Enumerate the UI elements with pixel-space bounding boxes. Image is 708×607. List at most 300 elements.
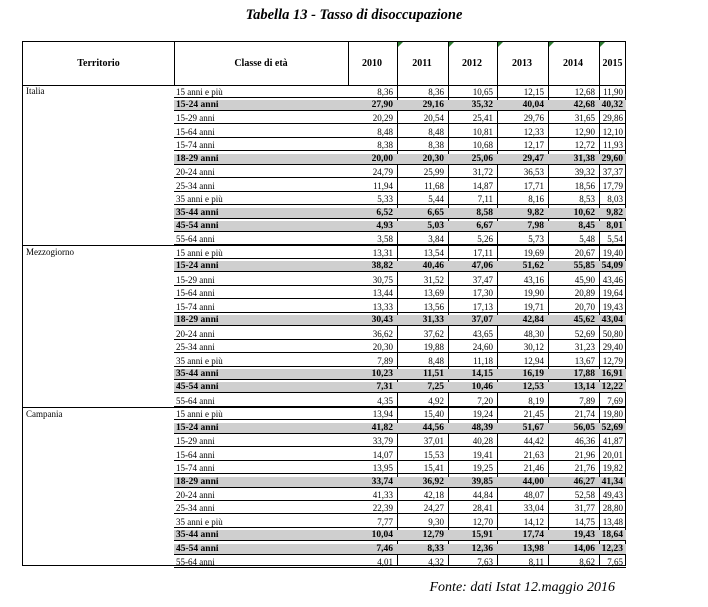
value-cell: 30,75 <box>372 274 393 285</box>
classe-eta-cell: 18-29 anni <box>176 153 219 164</box>
value-cell: 42,84 <box>522 315 544 326</box>
header-territorio: Territorio <box>77 58 120 69</box>
table-row <box>174 463 626 474</box>
value-cell: 8,36 <box>377 86 393 97</box>
table-row <box>174 450 626 461</box>
value-cell: 9,30 <box>428 516 444 527</box>
value-cell: 14,15 <box>471 368 493 379</box>
value-cell: 8,16 <box>528 194 544 205</box>
value-cell: 10,04 <box>371 530 393 541</box>
value-cell: 14,06 <box>573 543 595 554</box>
value-cell: 10,62 <box>573 207 595 218</box>
table-row <box>174 517 626 528</box>
table-row <box>174 436 626 447</box>
classe-eta-cell: 15-29 anni <box>176 436 215 447</box>
value-cell: 12,10 <box>602 126 623 137</box>
classe-eta-cell: 18-29 anni <box>176 315 219 326</box>
table-row <box>174 221 626 232</box>
value-cell: 29,76 <box>523 113 544 124</box>
value-cell: 20,54 <box>423 113 444 124</box>
value-cell: 41,33 <box>372 490 393 500</box>
value-cell: 5,73 <box>528 234 544 245</box>
value-cell: 25,06 <box>471 153 493 164</box>
value-cell: 5,26 <box>477 234 493 245</box>
value-cell: 22,39 <box>372 503 393 514</box>
value-cell: 11,94 <box>373 180 393 191</box>
classe-eta-cell: 25-34 anni <box>176 503 215 514</box>
value-cell: 40,32 <box>601 99 623 110</box>
classe-eta-cell: 15 anni e più <box>176 409 223 420</box>
value-cell: 10,23 <box>371 368 393 379</box>
value-cell: 44,00 <box>522 476 544 487</box>
value-cell: 8,38 <box>428 140 444 151</box>
value-cell: 10,68 <box>472 140 493 151</box>
value-cell: 39,85 <box>471 476 493 487</box>
value-cell: 31,33 <box>422 315 444 326</box>
value-cell: 7,77 <box>377 516 393 527</box>
value-cell: 8,62 <box>579 557 595 568</box>
table-row <box>174 369 626 380</box>
value-cell: 8,53 <box>579 194 595 205</box>
column-divider <box>174 42 175 85</box>
value-cell: 46,36 <box>574 436 595 447</box>
value-cell: 7,31 <box>376 382 393 393</box>
value-cell: 11,18 <box>473 355 493 366</box>
value-cell: 19,71 <box>523 301 544 312</box>
value-cell: 48,39 <box>471 422 493 433</box>
value-cell: 3,58 <box>377 234 393 245</box>
value-cell: 6,52 <box>376 207 393 218</box>
value-cell: 12,15 <box>523 86 544 97</box>
value-cell: 21,96 <box>574 449 595 460</box>
table-row <box>174 127 626 138</box>
classe-eta-cell: 15-24 anni <box>176 261 219 272</box>
classe-eta-cell: 15-74 anni <box>176 463 215 474</box>
value-cell: 9,82 <box>527 207 544 218</box>
value-cell: 19,80 <box>602 409 623 420</box>
value-cell: 51,67 <box>522 422 544 433</box>
value-cell: 9,82 <box>606 207 623 218</box>
table-row <box>174 288 626 299</box>
table-row <box>174 100 626 111</box>
value-cell: 7,11 <box>477 194 493 205</box>
value-cell: 13,33 <box>372 301 393 312</box>
value-cell: 8,36 <box>428 86 444 97</box>
value-cell: 8,38 <box>377 140 393 151</box>
value-cell: 24,60 <box>472 342 493 353</box>
value-cell: 52,58 <box>574 490 595 500</box>
value-cell: 11,68 <box>424 180 444 191</box>
value-cell: 21,74 <box>574 409 595 420</box>
classe-eta-cell: 18-29 anni <box>176 476 219 487</box>
comment-marker-icon <box>600 42 605 47</box>
header-year-2015: 2015 <box>602 58 623 69</box>
value-cell: 3,84 <box>428 234 444 245</box>
classe-eta-cell: 25-34 anni <box>176 180 215 191</box>
classe-eta-cell: 45-54 anni <box>176 382 219 393</box>
value-cell: 12,36 <box>471 543 493 554</box>
value-cell: 30,12 <box>523 342 544 353</box>
value-cell: 20,29 <box>372 113 393 124</box>
table-row <box>174 477 626 488</box>
value-cell: 13,31 <box>372 247 393 258</box>
value-cell: 37,37 <box>602 167 623 178</box>
value-cell: 45,90 <box>574 274 595 285</box>
value-cell: 40,46 <box>422 261 444 272</box>
value-cell: 41,34 <box>601 476 623 487</box>
group-separator <box>23 407 625 408</box>
value-cell: 20,00 <box>371 153 393 164</box>
classe-eta-cell: 15-24 anni <box>176 422 219 433</box>
value-cell: 42,68 <box>573 99 595 110</box>
table-row <box>174 181 626 192</box>
table-row <box>174 140 626 151</box>
value-cell: 15,40 <box>423 409 444 420</box>
value-cell: 7,46 <box>376 543 393 554</box>
table-row <box>174 544 626 555</box>
value-cell: 5,33 <box>377 194 393 205</box>
table-row <box>174 302 626 313</box>
value-cell: 31,72 <box>472 167 493 178</box>
table-row <box>174 382 626 393</box>
value-cell: 4,01 <box>377 557 393 568</box>
value-cell: 14,12 <box>523 516 544 527</box>
value-cell: 19,90 <box>523 288 544 299</box>
classe-eta-cell: 55-64 anni <box>176 234 215 245</box>
header-classe-eta: Classe di età <box>234 58 288 69</box>
classe-eta-cell: 15-74 anni <box>176 140 215 151</box>
value-cell: 40,28 <box>472 436 493 447</box>
value-cell: 44,84 <box>472 490 493 500</box>
value-cell: 14,75 <box>574 516 595 527</box>
table-row <box>174 234 626 245</box>
header-year-2013: 2013 <box>512 58 532 69</box>
classe-eta-cell: 15-64 anni <box>176 288 215 299</box>
value-cell: 19,88 <box>423 342 444 353</box>
table-row <box>174 154 626 165</box>
value-cell: 39,32 <box>574 167 595 178</box>
value-cell: 20,30 <box>372 342 393 353</box>
value-cell: 8,11 <box>528 557 544 568</box>
classe-eta-cell: 35-44 anni <box>176 530 219 541</box>
value-cell: 33,74 <box>371 476 393 487</box>
value-cell: 29,86 <box>602 113 623 124</box>
value-cell: 18,56 <box>574 180 595 191</box>
table-row <box>174 490 626 501</box>
value-cell: 15,91 <box>471 530 493 541</box>
table-title: Tabella 13 - Tasso di disoccupazione <box>245 7 463 23</box>
classe-eta-cell: 15 anni e più <box>176 86 223 97</box>
value-cell: 19,64 <box>602 288 623 299</box>
value-cell: 8,48 <box>428 355 444 366</box>
value-cell: 8,48 <box>377 126 393 137</box>
value-cell: 43,04 <box>601 315 623 326</box>
value-cell: 5,54 <box>607 234 623 245</box>
value-cell: 8,03 <box>607 194 623 205</box>
value-cell: 40,04 <box>522 99 544 110</box>
value-cell: 25,41 <box>472 113 493 124</box>
value-cell: 36,53 <box>523 167 544 178</box>
table-row <box>174 275 626 286</box>
value-cell: 12,79 <box>422 530 444 541</box>
value-cell: 14,87 <box>472 180 493 191</box>
group-separator <box>23 245 625 246</box>
value-cell: 24,27 <box>423 503 444 514</box>
value-cell: 29,16 <box>422 99 444 110</box>
value-cell: 14,07 <box>372 449 393 460</box>
value-cell: 12,23 <box>601 543 623 554</box>
territorio-label: Campania <box>26 408 63 419</box>
value-cell: 30,43 <box>371 315 393 326</box>
value-cell: 13,95 <box>372 463 393 474</box>
value-cell: 13,14 <box>573 382 595 393</box>
value-cell: 13,54 <box>423 247 444 258</box>
value-cell: 17,79 <box>602 180 623 191</box>
value-cell: 13,69 <box>423 288 444 299</box>
value-cell: 21,45 <box>523 409 544 420</box>
value-cell: 43,46 <box>602 274 623 285</box>
header-year-2012: 2012 <box>462 58 482 69</box>
value-cell: 19,69 <box>523 247 544 258</box>
classe-eta-cell: 45-54 anni <box>176 221 219 231</box>
classe-eta-cell: 15-64 anni <box>176 449 215 460</box>
value-cell: 15,53 <box>423 449 444 460</box>
value-cell: 33,04 <box>523 503 544 514</box>
value-cell: 44,42 <box>523 436 544 447</box>
table-row <box>174 113 626 124</box>
classe-eta-cell: 35 anni e più <box>176 516 223 527</box>
value-cell: 36,62 <box>372 328 393 339</box>
table-row <box>174 356 626 367</box>
value-cell: 7,25 <box>427 382 444 393</box>
classe-eta-cell: 55-64 anni <box>176 395 215 406</box>
value-cell: 20,89 <box>574 288 595 299</box>
table-row <box>174 167 626 178</box>
value-cell: 28,41 <box>472 503 493 514</box>
value-cell: 28,80 <box>602 503 623 514</box>
classe-eta-cell: 35 anni e più <box>176 355 223 366</box>
table-row <box>174 194 626 205</box>
value-cell: 15,41 <box>423 463 444 474</box>
table-row <box>174 315 626 326</box>
value-cell: 10,81 <box>472 126 493 137</box>
value-cell: 27,90 <box>371 99 393 110</box>
value-cell: 7,20 <box>477 395 493 406</box>
value-cell: 17,71 <box>523 180 544 191</box>
table-row <box>174 409 626 420</box>
classe-eta-cell: 20-24 anni <box>176 167 215 178</box>
value-cell: 17,11 <box>473 247 493 258</box>
value-cell: 19,43 <box>573 530 595 541</box>
classe-eta-cell: 35-44 anni <box>176 207 219 218</box>
value-cell: 8,45 <box>578 221 595 231</box>
value-cell: 31,77 <box>574 503 595 514</box>
value-cell: 21,76 <box>574 463 595 474</box>
value-cell: 7,98 <box>527 221 544 231</box>
territorio-label: Italia <box>26 86 45 96</box>
value-cell: 13,98 <box>522 543 544 554</box>
value-cell: 54,09 <box>601 261 623 272</box>
source-note: Fonte: dati Istat 12.maggio 2016 <box>429 580 615 595</box>
value-cell: 6,67 <box>476 221 493 231</box>
table-row <box>174 248 626 259</box>
value-cell: 19,25 <box>472 463 493 474</box>
value-cell: 43,16 <box>523 274 544 285</box>
value-cell: 17,30 <box>472 288 493 299</box>
value-cell: 12,70 <box>472 516 493 527</box>
value-cell: 8,58 <box>476 207 493 218</box>
table-row <box>174 503 626 514</box>
classe-eta-cell: 20-24 anni <box>176 328 215 339</box>
value-cell: 13,94 <box>372 409 393 420</box>
value-cell: 44,56 <box>422 422 444 433</box>
value-cell: 12,53 <box>522 382 544 393</box>
value-cell: 51,62 <box>522 261 544 272</box>
value-cell: 7,65 <box>607 557 623 568</box>
value-cell: 12,17 <box>523 140 544 151</box>
classe-eta-cell: 15-29 anni <box>176 274 215 285</box>
value-cell: 7,89 <box>579 395 595 406</box>
value-cell: 12,72 <box>574 140 595 151</box>
value-cell: 8,01 <box>606 221 623 231</box>
value-cell: 7,89 <box>377 355 393 366</box>
value-cell: 45,62 <box>573 315 595 326</box>
value-cell: 43,65 <box>472 328 493 339</box>
value-cell: 46,27 <box>573 476 595 487</box>
value-cell: 31,23 <box>574 342 595 353</box>
value-cell: 24,79 <box>372 167 393 178</box>
value-cell: 19,41 <box>472 449 493 460</box>
value-cell: 19,24 <box>472 409 493 420</box>
table-row <box>174 423 626 434</box>
value-cell: 35,32 <box>471 99 493 110</box>
value-cell: 7,69 <box>607 395 623 406</box>
classe-eta-cell: 20-24 anni <box>176 490 215 500</box>
value-cell: 16,91 <box>601 368 623 379</box>
comment-marker-icon <box>498 42 503 47</box>
value-cell: 48,07 <box>523 490 544 500</box>
value-cell: 4,32 <box>428 557 444 568</box>
value-cell: 36,92 <box>422 476 444 487</box>
value-cell: 12,90 <box>574 126 595 137</box>
value-cell: 55,85 <box>573 261 595 272</box>
value-cell: 50,80 <box>602 328 623 339</box>
value-cell: 4,92 <box>428 395 444 406</box>
value-cell: 16,19 <box>522 368 544 379</box>
value-cell: 37,01 <box>423 436 444 447</box>
table-row <box>174 329 626 340</box>
value-cell: 8,33 <box>427 543 444 554</box>
value-cell: 17,74 <box>522 530 544 541</box>
comment-marker-icon <box>449 42 454 47</box>
table-header <box>23 42 625 86</box>
value-cell: 38,82 <box>371 261 393 272</box>
value-cell: 37,07 <box>471 315 493 326</box>
header-year-2011: 2011 <box>412 58 432 69</box>
classe-eta-cell: 25-34 anni <box>176 342 215 353</box>
value-cell: 21,46 <box>523 463 544 474</box>
value-cell: 19,43 <box>602 301 623 312</box>
classe-eta-cell: 45-54 anni <box>176 543 219 554</box>
value-cell: 8,19 <box>528 395 544 406</box>
value-cell: 29,47 <box>522 153 544 164</box>
classe-eta-cell: 15-64 anni <box>176 126 215 137</box>
value-cell: 41,87 <box>602 436 623 447</box>
value-cell: 17,13 <box>472 301 493 312</box>
value-cell: 52,69 <box>601 422 623 433</box>
table-row <box>174 261 626 272</box>
value-cell: 20,67 <box>574 247 595 258</box>
table-row <box>174 342 626 353</box>
value-cell: 12,68 <box>574 86 595 97</box>
value-cell: 31,65 <box>574 113 595 124</box>
header-year-2010: 2010 <box>362 58 382 69</box>
value-cell: 20,30 <box>422 153 444 164</box>
value-cell: 4,93 <box>376 221 393 231</box>
classe-eta-cell: 15-74 anni <box>176 301 215 312</box>
value-cell: 29,40 <box>602 342 623 353</box>
value-cell: 52,69 <box>574 328 595 339</box>
value-cell: 12,94 <box>523 355 544 366</box>
value-cell: 13,44 <box>372 288 393 299</box>
value-cell: 47,06 <box>471 261 493 272</box>
value-cell: 12,22 <box>601 382 623 393</box>
value-cell: 56,05 <box>573 422 595 433</box>
value-cell: 37,47 <box>472 274 493 285</box>
classe-eta-cell: 35-44 anni <box>176 368 219 379</box>
value-cell: 4,35 <box>377 395 393 406</box>
value-cell: 20,01 <box>602 449 623 460</box>
unemployment-table <box>22 41 626 566</box>
table-row <box>174 87 626 98</box>
table-row <box>174 557 626 568</box>
value-cell: 11,51 <box>423 368 444 379</box>
value-cell: 49,43 <box>602 490 623 500</box>
classe-eta-cell: 15 anni e più <box>176 247 223 258</box>
value-cell: 8,48 <box>428 126 444 137</box>
value-cell: 31,38 <box>573 153 595 164</box>
value-cell: 13,56 <box>423 301 444 312</box>
value-cell: 13,67 <box>574 355 595 366</box>
value-cell: 37,62 <box>423 328 444 339</box>
value-cell: 18,64 <box>601 530 623 541</box>
territorio-label: Mezzogiorno <box>26 247 74 258</box>
value-cell: 33,79 <box>372 436 393 447</box>
classe-eta-cell: 55-64 anni <box>176 557 215 568</box>
table-row <box>174 208 626 219</box>
value-cell: 19,40 <box>602 247 623 258</box>
value-cell: 29,60 <box>601 153 623 164</box>
value-cell: 6,65 <box>427 207 444 218</box>
value-cell: 41,82 <box>371 422 393 433</box>
value-cell: 5,03 <box>427 221 444 231</box>
value-cell: 20,70 <box>574 301 595 312</box>
value-cell: 5,48 <box>579 234 595 245</box>
comment-marker-icon <box>549 42 554 47</box>
value-cell: 42,18 <box>423 490 444 500</box>
value-cell: 21,63 <box>523 449 544 460</box>
value-cell: 48,30 <box>523 328 544 339</box>
value-cell: 17,88 <box>573 368 595 379</box>
classe-eta-cell: 15-24 anni <box>176 99 219 110</box>
value-cell: 12,79 <box>602 355 623 366</box>
header-year-2014: 2014 <box>563 58 583 69</box>
value-cell: 11,90 <box>603 86 623 97</box>
table-row <box>174 396 626 407</box>
comment-marker-icon <box>398 42 403 47</box>
classe-eta-cell: 15-29 anni <box>176 113 215 124</box>
value-cell: 31,52 <box>423 274 444 285</box>
